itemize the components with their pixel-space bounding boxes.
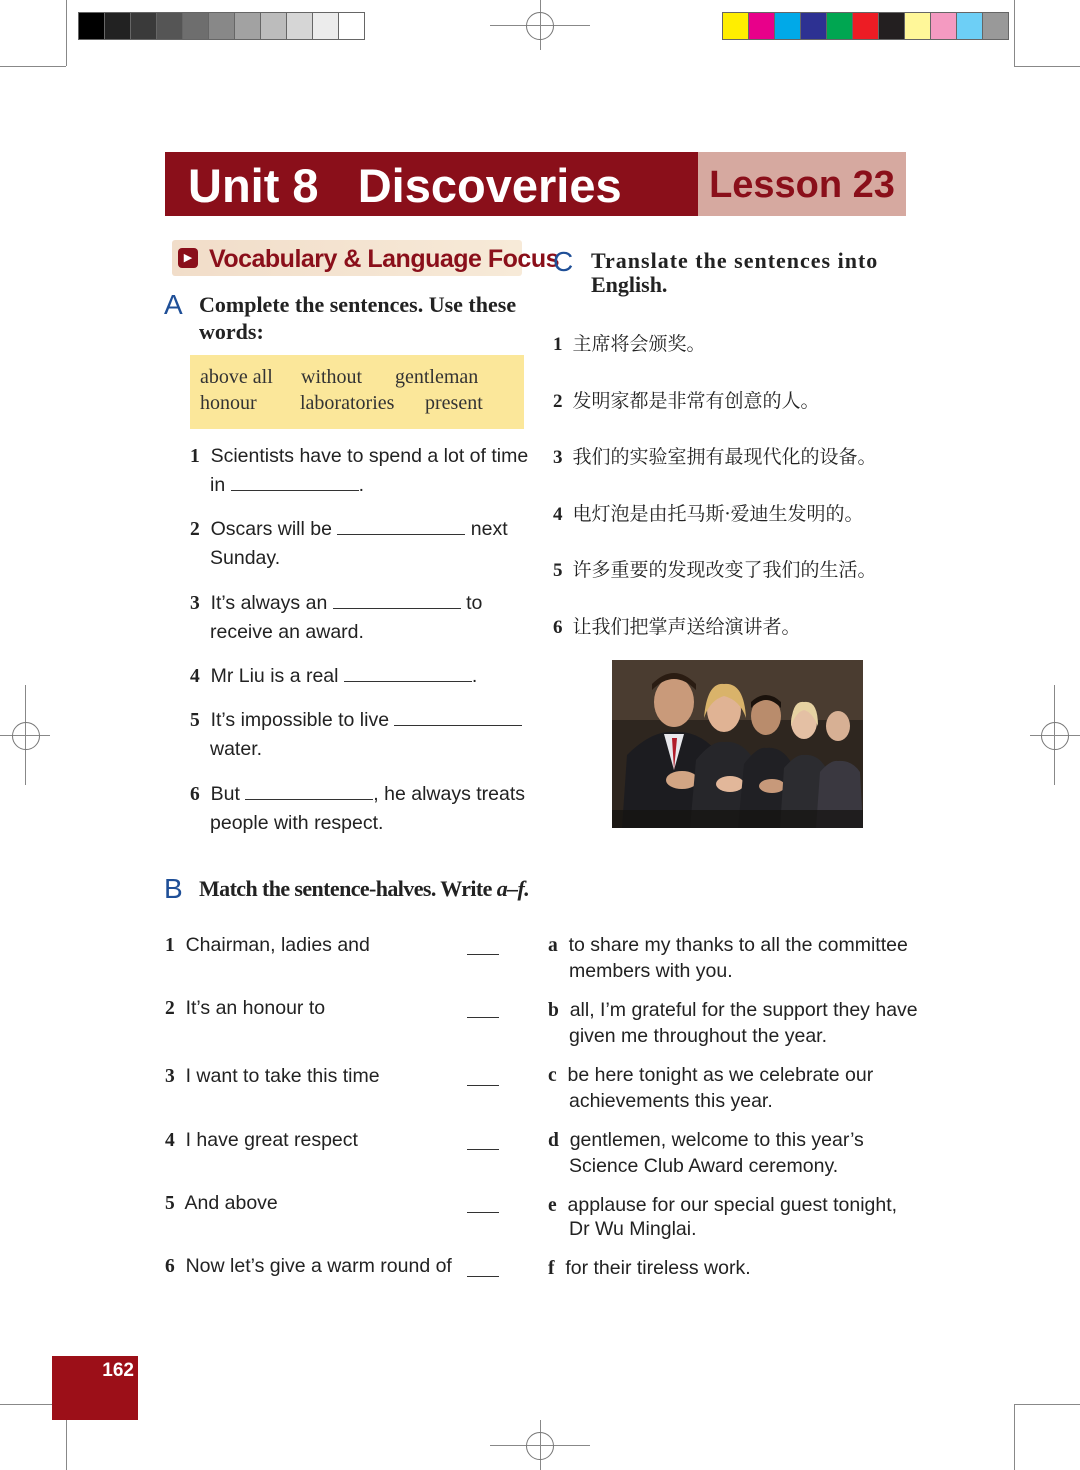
word-item: present bbox=[425, 392, 483, 414]
c-item-6: 6 让我们把掌声送给演讲者。 bbox=[553, 616, 801, 638]
page-number: 162 bbox=[102, 1360, 134, 1381]
c-item-2: 2 发明家都是非常有创意的人。 bbox=[553, 390, 820, 412]
b-right-e-line2: Dr Wu Minglai. bbox=[569, 1218, 697, 1240]
match-answer-blank[interactable] bbox=[467, 1017, 499, 1018]
match-answer-blank[interactable] bbox=[467, 1276, 499, 1277]
a-item-3-line2: receive an award. bbox=[210, 621, 364, 643]
match-answer-blank[interactable] bbox=[467, 954, 499, 955]
word-item: above all bbox=[200, 366, 273, 388]
a-item-4: 4 Mr Liu is a real . bbox=[190, 665, 478, 687]
a-item-2-line2: Sunday. bbox=[210, 547, 281, 569]
b-right-b-line2: given me throughout the year. bbox=[569, 1025, 828, 1047]
b-right-b: b all, I’m grateful for the support they have bbox=[548, 999, 918, 1021]
a-item-3: 3 It’s always an to bbox=[190, 592, 483, 614]
a-item-1: 1 Scientists have to spend a lot of time bbox=[190, 445, 529, 467]
word-item: without bbox=[301, 366, 363, 388]
a-item-2: 2 Oscars will be next bbox=[190, 518, 508, 540]
c-item-4: 4 电灯泡是由托马斯·爱迪生发明的。 bbox=[553, 503, 864, 525]
b-left-4: 4 I have great respect bbox=[165, 1129, 358, 1151]
b-right-a-line2: members with you. bbox=[569, 960, 733, 982]
a-item-1-line2: in . bbox=[210, 474, 365, 496]
match-answer-blank[interactable] bbox=[467, 1212, 499, 1213]
vocab-banner-label: Vocabulary & Language Focus bbox=[209, 245, 560, 273]
c-item-1: 1 主席将会颁奖。 bbox=[553, 333, 706, 355]
answer-blank[interactable] bbox=[394, 707, 522, 726]
b-left-6: 6 Now let’s give a warm round of bbox=[165, 1255, 452, 1277]
answer-blank[interactable] bbox=[333, 590, 461, 609]
b-left-2: 2 It’s an honour to bbox=[165, 997, 326, 1019]
answer-blank[interactable] bbox=[337, 516, 465, 535]
a-item-6-line2: people with respect. bbox=[210, 812, 384, 834]
b-right-a: a to share my thanks to all the committee bbox=[548, 934, 908, 956]
match-answer-blank[interactable] bbox=[467, 1149, 499, 1150]
grayscale-bar bbox=[78, 12, 365, 40]
match-answer-blank[interactable] bbox=[467, 1085, 499, 1086]
b-right-d-line2: Science Club Award ceremony. bbox=[569, 1155, 839, 1177]
section-a-title-line2: words: bbox=[199, 319, 264, 344]
b-right-c-line2: achievements this year. bbox=[569, 1090, 773, 1112]
b-left-5: 5 And above bbox=[165, 1192, 278, 1214]
audience-illustration bbox=[612, 660, 863, 828]
lesson-title: Lesson 23 bbox=[709, 164, 895, 206]
unit-title: Unit 8 Discoveries bbox=[188, 159, 622, 212]
section-b-letter: B bbox=[164, 873, 183, 904]
c-item-5: 5 许多重要的发现改变了我们的生活。 bbox=[553, 559, 877, 581]
section-c-title-line2: English. bbox=[591, 272, 668, 297]
answer-blank[interactable] bbox=[245, 781, 373, 800]
b-left-1: 1 Chairman, ladies and bbox=[165, 934, 370, 956]
play-icon: ▶ bbox=[178, 248, 198, 268]
section-c-letter: C bbox=[553, 246, 574, 277]
word-item: gentleman bbox=[395, 366, 479, 388]
b-right-f: f for their tireless work. bbox=[548, 1257, 751, 1279]
a-item-6: 6 But , he always treats bbox=[190, 783, 526, 805]
b-right-e: e applause for our special guest tonight, bbox=[548, 1194, 898, 1216]
answer-blank[interactable] bbox=[344, 663, 472, 682]
section-b-title: Match the sentence-halves. Write a–f. bbox=[199, 876, 530, 901]
b-right-c: c be here tonight as we celebrate our bbox=[548, 1064, 874, 1086]
answer-blank[interactable] bbox=[231, 472, 359, 491]
a-item-5-line2: water. bbox=[210, 738, 263, 760]
word-item: laboratories bbox=[300, 392, 395, 414]
b-left-3: 3 I want to take this time bbox=[165, 1065, 380, 1087]
audience-photo bbox=[612, 660, 863, 828]
section-a-title-line1: Complete the sentences. Use these bbox=[199, 292, 517, 317]
color-bar bbox=[722, 12, 1009, 40]
b-right-d: d gentlemen, welcome to this year’s bbox=[548, 1129, 864, 1151]
c-item-3: 3 我们的实验室拥有最现代化的设备。 bbox=[553, 446, 877, 468]
section-c-title-line1: Translate the sentences into bbox=[591, 248, 879, 273]
word-item: honour bbox=[200, 392, 257, 414]
section-a-letter: A bbox=[164, 289, 183, 320]
a-item-5: 5 It’s impossible to live bbox=[190, 706, 522, 735]
